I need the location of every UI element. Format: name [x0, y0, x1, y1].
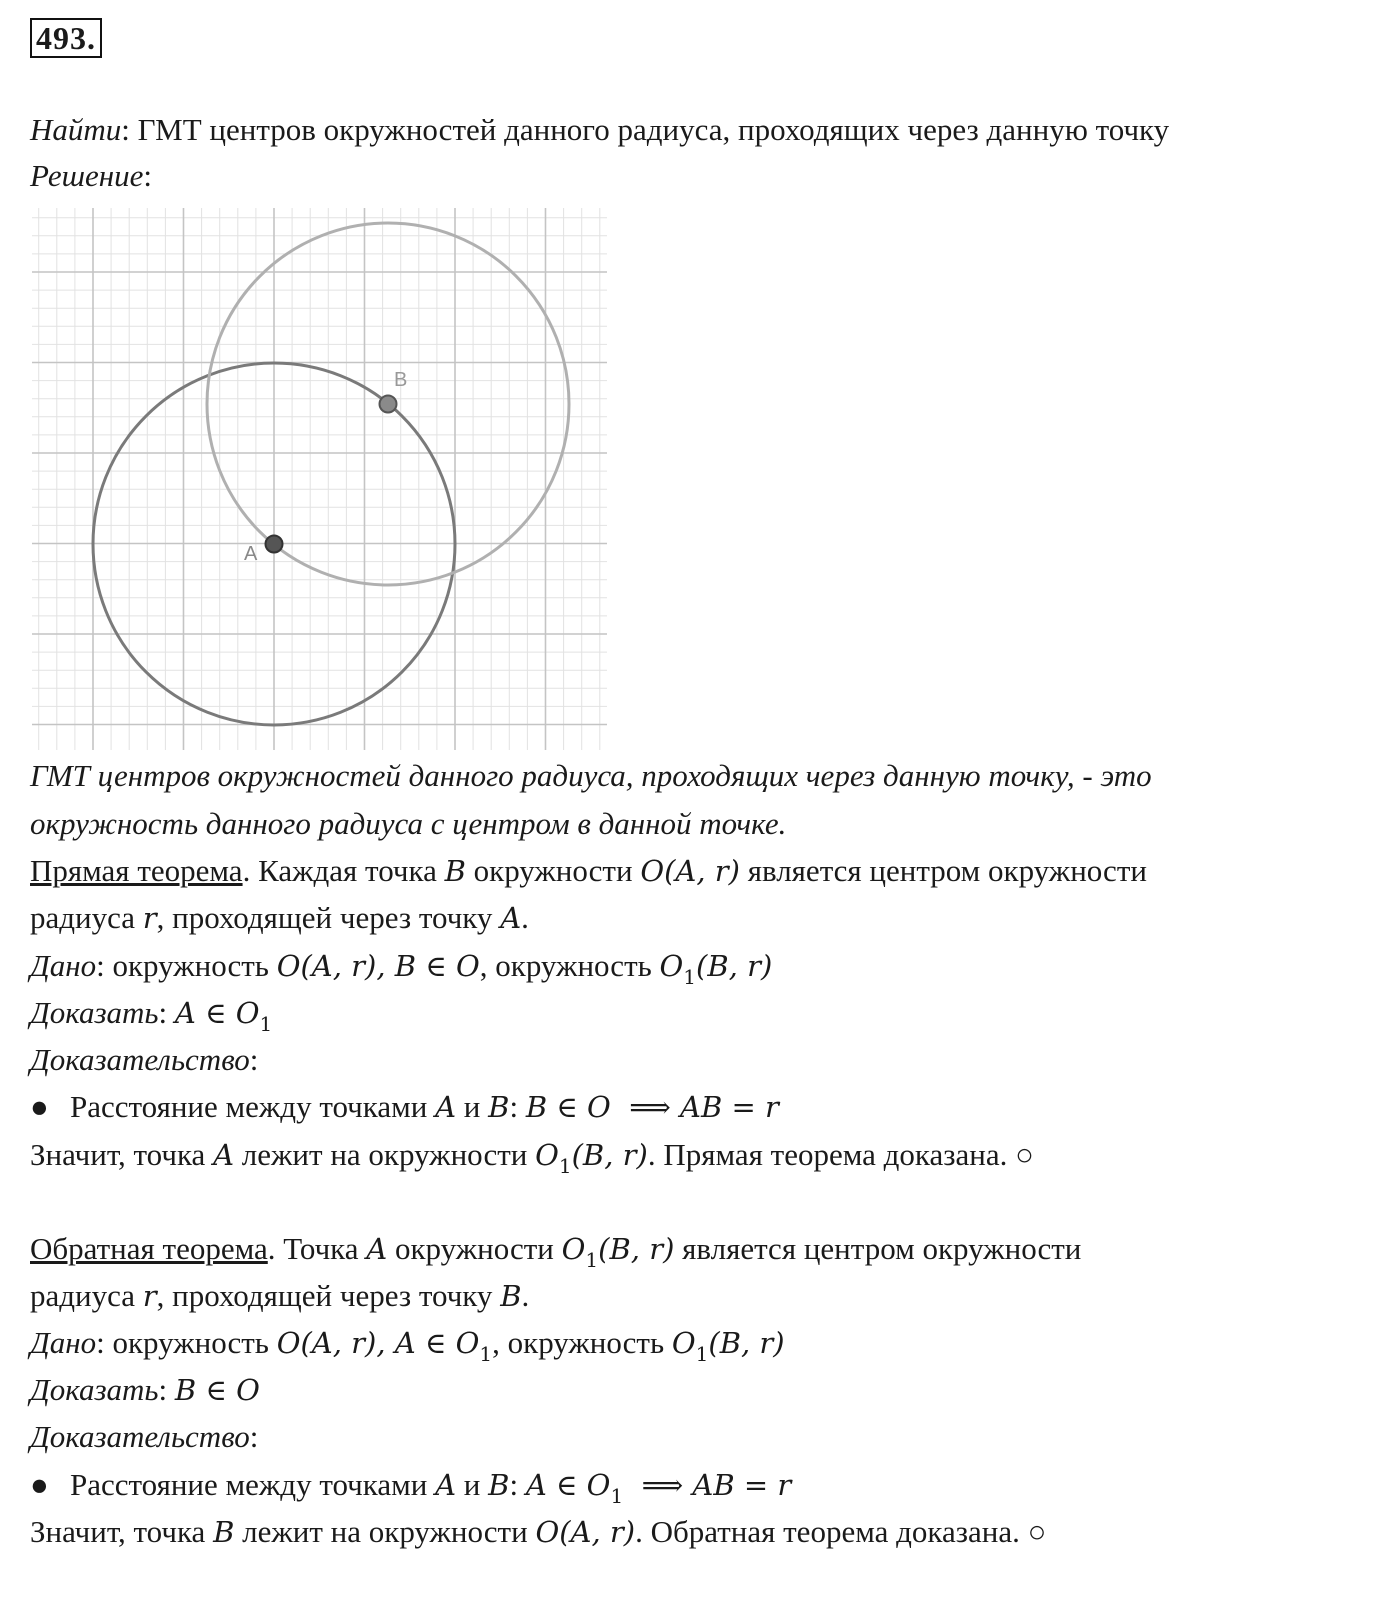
answer-line-1: ГМТ центров окружностей данного радиуса, проходящих через данную точку, - это	[30, 758, 1152, 793]
task-label: Найти	[30, 112, 122, 147]
answer-line-2: окружность данного радиуса с центром в данной точке.	[30, 806, 787, 841]
task-text: : ГМТ центров окружностей данного радиуса, проходящих через данную точку	[121, 112, 1170, 147]
grid-minor-lines	[32, 208, 607, 750]
direct-title: Прямая теорема	[30, 853, 243, 888]
converse-statement: Обратная теорема. Точка A окружности $O_1(B$, r) является центром окружности	[30, 1231, 1082, 1272]
point-b	[380, 396, 397, 413]
grid-major-lines	[32, 208, 607, 750]
converse-bullet: ● Расстояние между точками A и B: A ∈ $O_1$ ⟹ AB = r	[30, 1467, 792, 1508]
converse-given: Дано: окружность O(A, r), A ∈ $O_1$, окружность $O_1(B$, r)	[30, 1325, 785, 1366]
direct-statement: Прямая теорема. Каждая точка B окружности O(A, r) является центром окружности	[30, 853, 1147, 888]
solution-line: Решение:	[30, 158, 152, 193]
problem-number: 493.	[30, 18, 102, 58]
direct-given: Дано: окружность O(A, r), B ∈ O, окружность $O_1(B$, r)	[30, 948, 773, 989]
converse-statement-2: радиуса r, проходящей через точку B.	[30, 1278, 530, 1313]
direct-conclusion: Значит, точка A лежит на окружности $O_1(B$, r). Прямая теорема доказана. ○	[30, 1137, 1034, 1178]
point-b-label: B	[394, 369, 408, 391]
construction-figure	[32, 208, 612, 750]
direct-prove: Доказать: A ∈ $O_1$	[30, 995, 273, 1036]
task-line	[30, 112, 1169, 148]
direct-proof-label: Доказательство:	[30, 1042, 259, 1077]
converse-prove: Доказать: B ∈ O	[30, 1372, 260, 1407]
bullet-icon: ●	[30, 1089, 49, 1124]
converse-proof-label: Доказательство:	[30, 1419, 259, 1454]
direct-statement-2: радиуса r, проходящей через точку A.	[30, 900, 529, 935]
bullet-icon: ●	[30, 1467, 49, 1502]
point-a	[266, 536, 283, 553]
converse-conclusion: Значит, точка B лежит на окружности O(A, r). Обратная теорема доказана. ○	[30, 1514, 1047, 1549]
point-a-label: A	[244, 543, 258, 565]
direct-bullet: ● Расстояние между точками A и B: B ∈ O ⟹ AB = r	[30, 1089, 779, 1124]
solution-label: Решение	[30, 158, 144, 193]
converse-title: Обратная теорема	[30, 1231, 268, 1266]
